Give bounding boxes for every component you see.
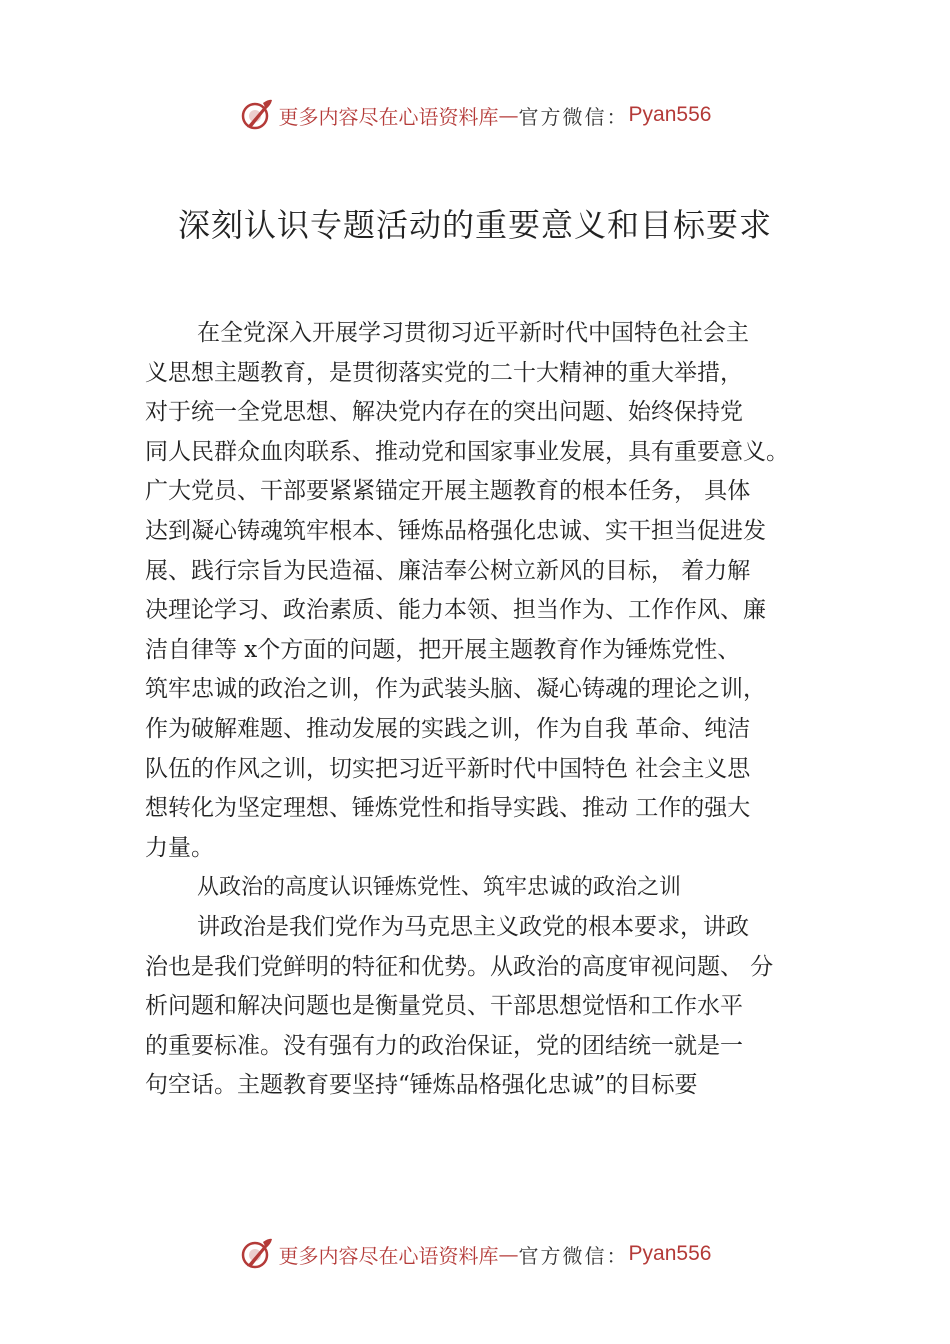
paragraph-line: 达到凝心铸魂筑牢根本、锤炼品格强化忠诚、实干担当促进发 — [145, 517, 766, 544]
paragraph-line: 广大党员、干部要紧紧锚定开展主题教育的根本任务， 具体 — [145, 478, 751, 505]
paragraph-line: 同人民群众血肉联系、推动党和国家事业发展，具有重要意义。 — [145, 438, 789, 465]
paragraph-line: 治也是我们党鲜明的特征和优势。从政治的高度审视问题、 分 — [145, 953, 774, 980]
paragraph-line: 义思想主题教育，是贯彻落实党的二十大精神的重大举措， — [145, 359, 743, 386]
banner-wechat-label: 官方微信： — [518, 104, 629, 129]
paragraph-line: 决理论学习、政治素质、能力本领、担当作为、工作作风、廉 — [145, 597, 766, 624]
paragraph-line: 洁自律等 x个方面的问题，把开展主题教育作为锤炼党性、 — [145, 636, 741, 663]
document-title: 深刻认识专题活动的重要意义和目标要求 — [177, 206, 772, 244]
banner-wechat-id: Pyan556 — [628, 1242, 712, 1265]
paragraph-line: 队伍的作风之训，切实把习近平新时代中国特色 社会主义思 — [145, 755, 751, 782]
paragraph-line: 展、践行宗旨为民造福、廉洁奉公树立新风的目标， 着力解 — [145, 557, 751, 584]
section-heading: 从政治的高度认识锤炼党性、筑牢忠诚的政治之训 — [197, 875, 682, 901]
footer-banner — [0, 1234, 950, 1274]
quill-logo-icon — [239, 97, 275, 133]
banner-separator: — — [498, 103, 519, 127]
document-body — [145, 314, 845, 1106]
banner-wechat-label: 官方微信： — [518, 1243, 629, 1268]
banner-wechat-id: Pyan556 — [628, 103, 712, 126]
paragraph-line: 在全党深入开展学习贯彻习近平新时代中国特色社会主 — [197, 320, 749, 346]
paragraph-line: 析问题和解决问题也是衡量党员、干部思想觉悟和工作水平 — [145, 993, 743, 1020]
quill-logo-icon — [239, 1236, 275, 1272]
paragraph-line: 讲政治是我们党作为马克思主义政党的根本要求，讲政 — [197, 913, 749, 940]
paragraph-line: 句空话。主题教育要坚持“锤炼品格强化忠诚”的目标要 — [145, 1072, 698, 1099]
paragraph-line: 对于统一全党思想、解决党内存在的突出问题、始终保持党 — [145, 399, 743, 426]
header-banner — [0, 95, 950, 135]
paragraph-line: 力量。 — [145, 834, 214, 861]
banner-brand: 更多内容尽在心语资料库 — [278, 1243, 499, 1268]
paragraph-line: 的重要标准。没有强有力的政治保证，党的团结统一就是一 — [145, 1032, 743, 1059]
paragraph-line: 筑牢忠诚的政治之训，作为武装头脑、凝心铸魂的理论之训， — [145, 676, 766, 703]
paragraph-line: 作为破解难题、推动发展的实践之训，作为自我 革命、纯洁 — [145, 715, 751, 742]
banner-separator: — — [498, 1242, 519, 1266]
paragraph-line: 想转化为坚定理想、锤炼党性和指导实践、推动 工作的强大 — [145, 795, 751, 822]
banner-brand: 更多内容尽在心语资料库 — [278, 104, 499, 129]
